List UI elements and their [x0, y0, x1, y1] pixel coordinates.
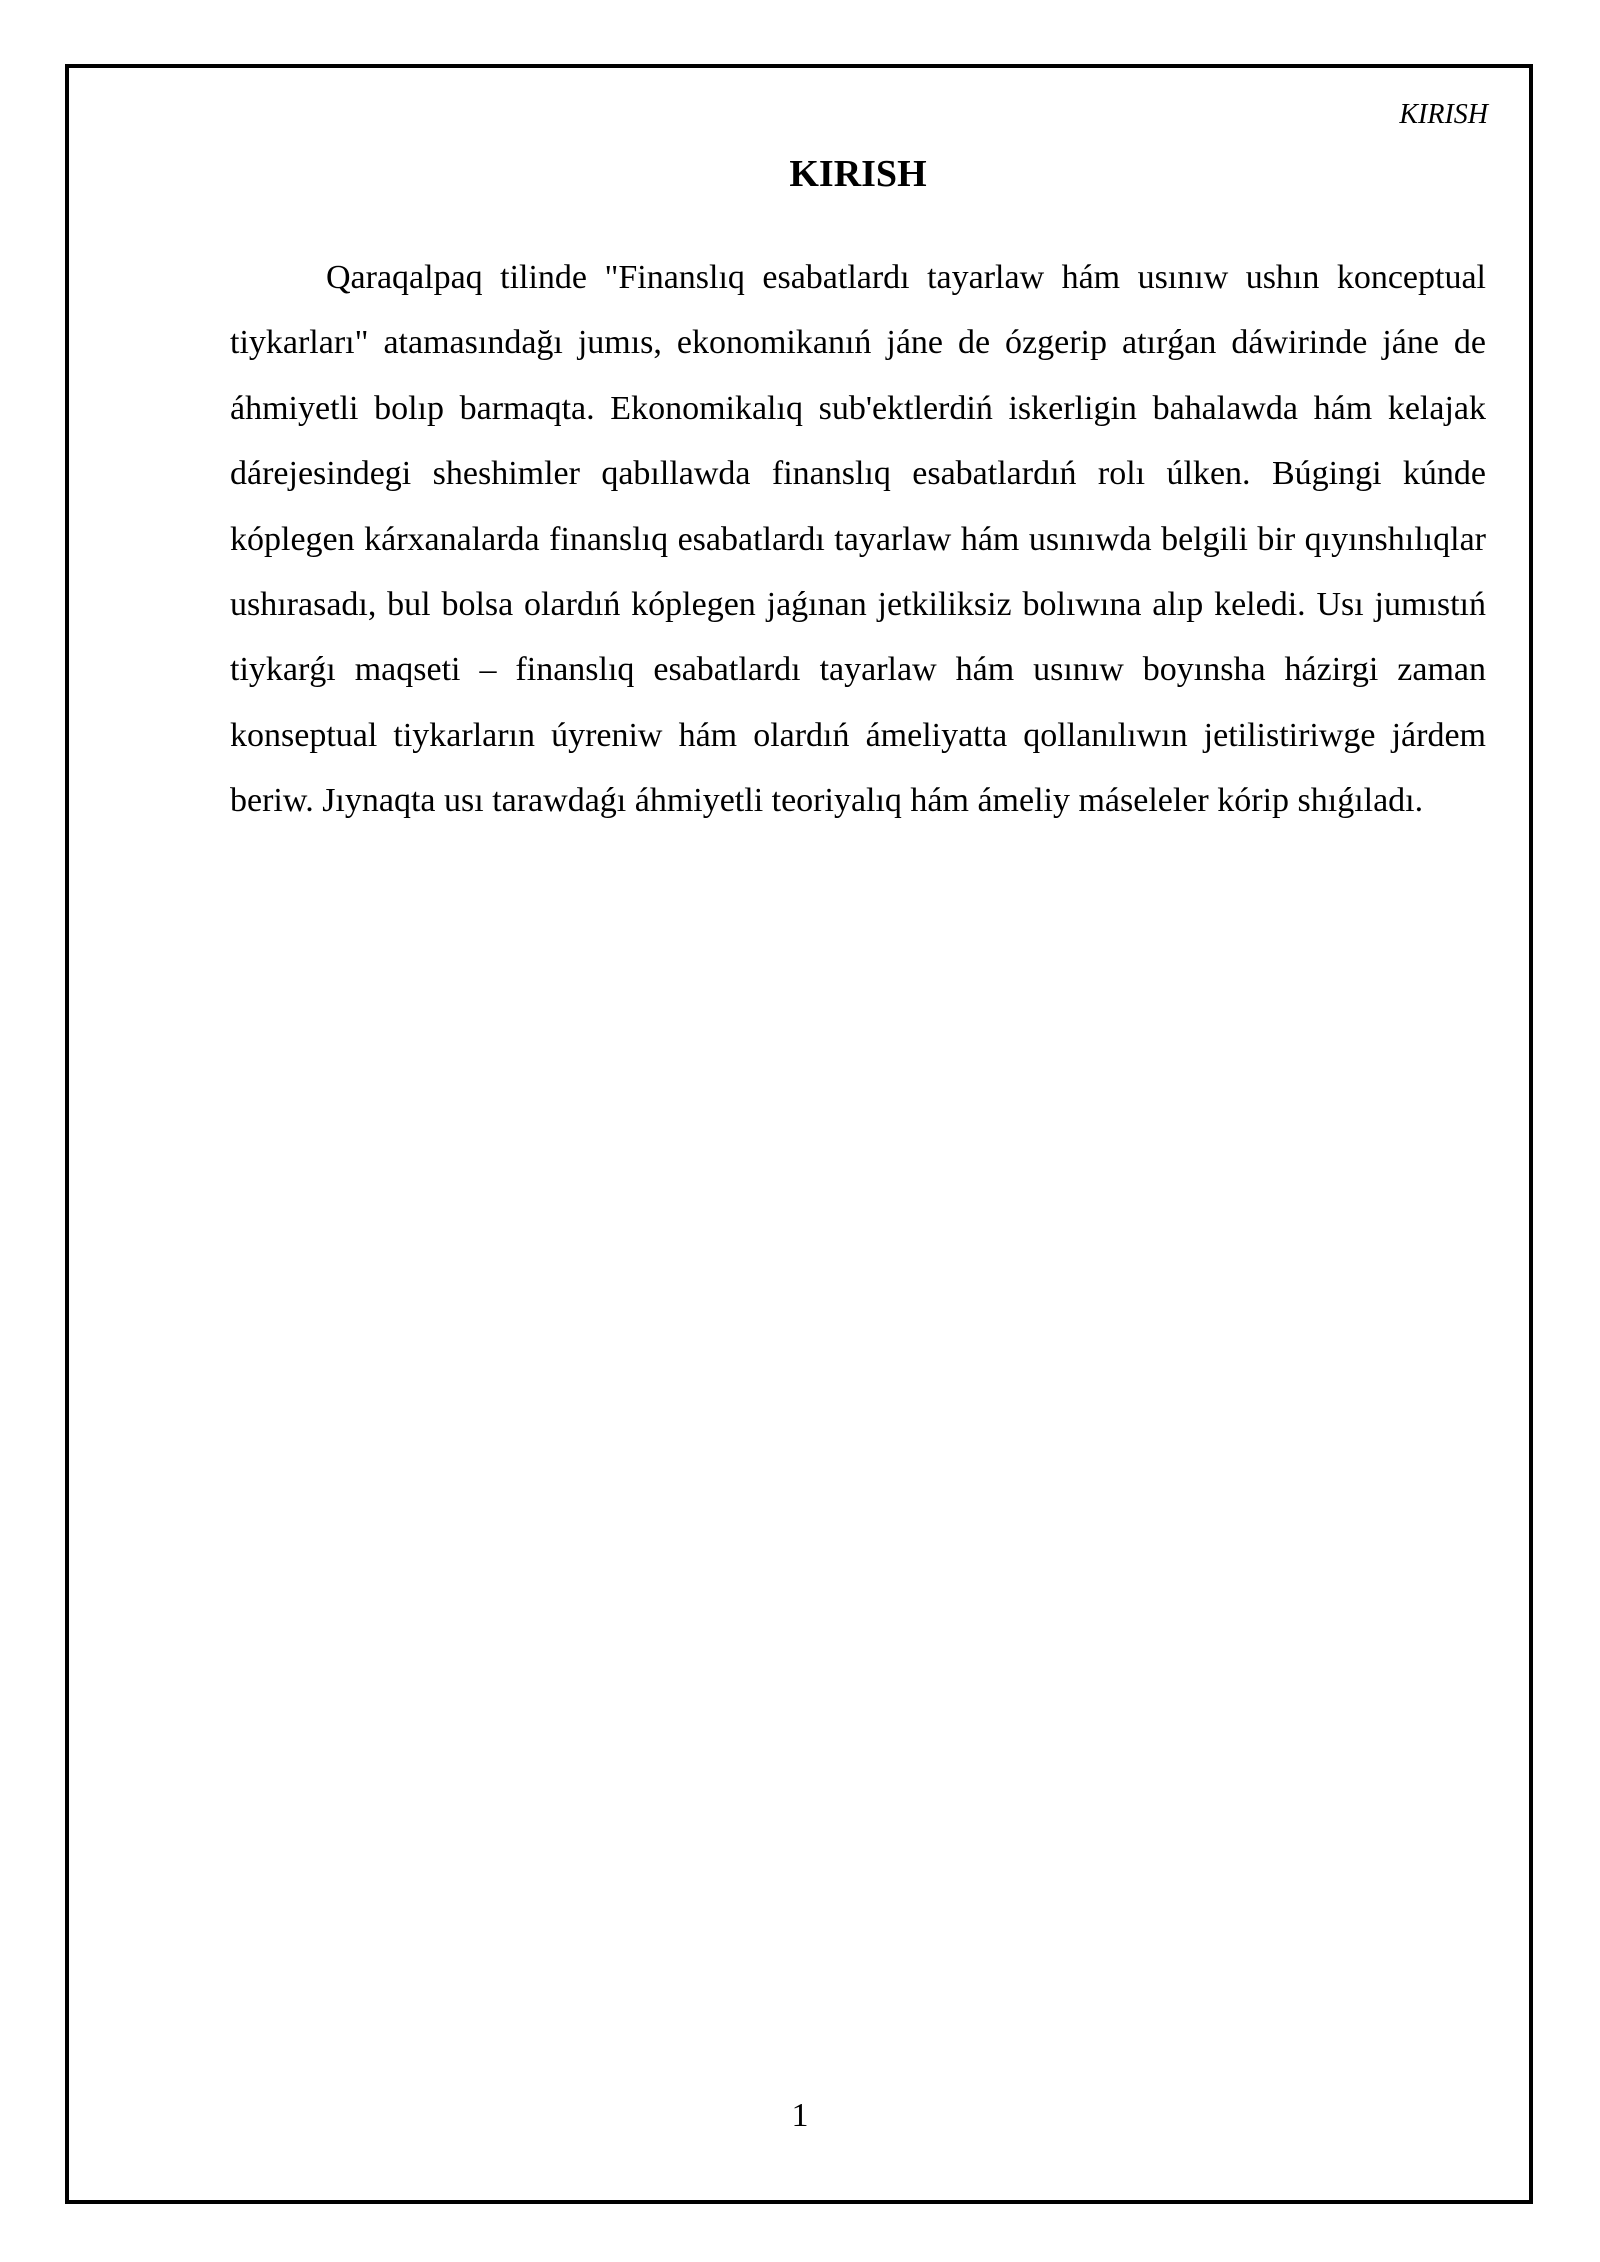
page-title: KIRISH [789, 153, 927, 195]
body-paragraph: Qaraqalpaq tilinde "Finanslıq esabatlardı tayarlaw hám usınıw ushın konceptual tiykarları" atamasındağı jumıs, ekonomikanıń jáne de ózgerip atırǵan dáwirinde jáne de áhmiyetli bolıp barmaqta. Ekonomikalıq sub'ektlerdiń iskerligin bahalawda hám kelajak dárejesindegi sheshimler qabıllawda finanslıq esabatlardıń rolı úlken. Búgingi kúnde kóplegen kárxanalarda finanslıq esabatlardı tayarlaw hám usınıwda belgili bir qıyınshılıqlar ushırasadı, bul bolsa olardıń kóplegen jaǵınan jetkiliksiz bolıwına alıp keledi. Usı jumıstıń tiykarǵı maqseti – finanslıq esabatlardı tayarlaw hám usınıw boyınsha házirgi zaman konseptual tiykarların úyreniw hám olardıń ámeliyatta qollanılıwın jetilistiriwge járdem beriw. Jıynaqta usı tarawdaǵı áhmiyetli teoriyalıq hám ámeliy máseleler kórip shıǵıladı. [230, 259, 1486, 820]
page-number: 1 [791, 2097, 809, 2134]
running-header: KIRISH [1399, 99, 1488, 130]
